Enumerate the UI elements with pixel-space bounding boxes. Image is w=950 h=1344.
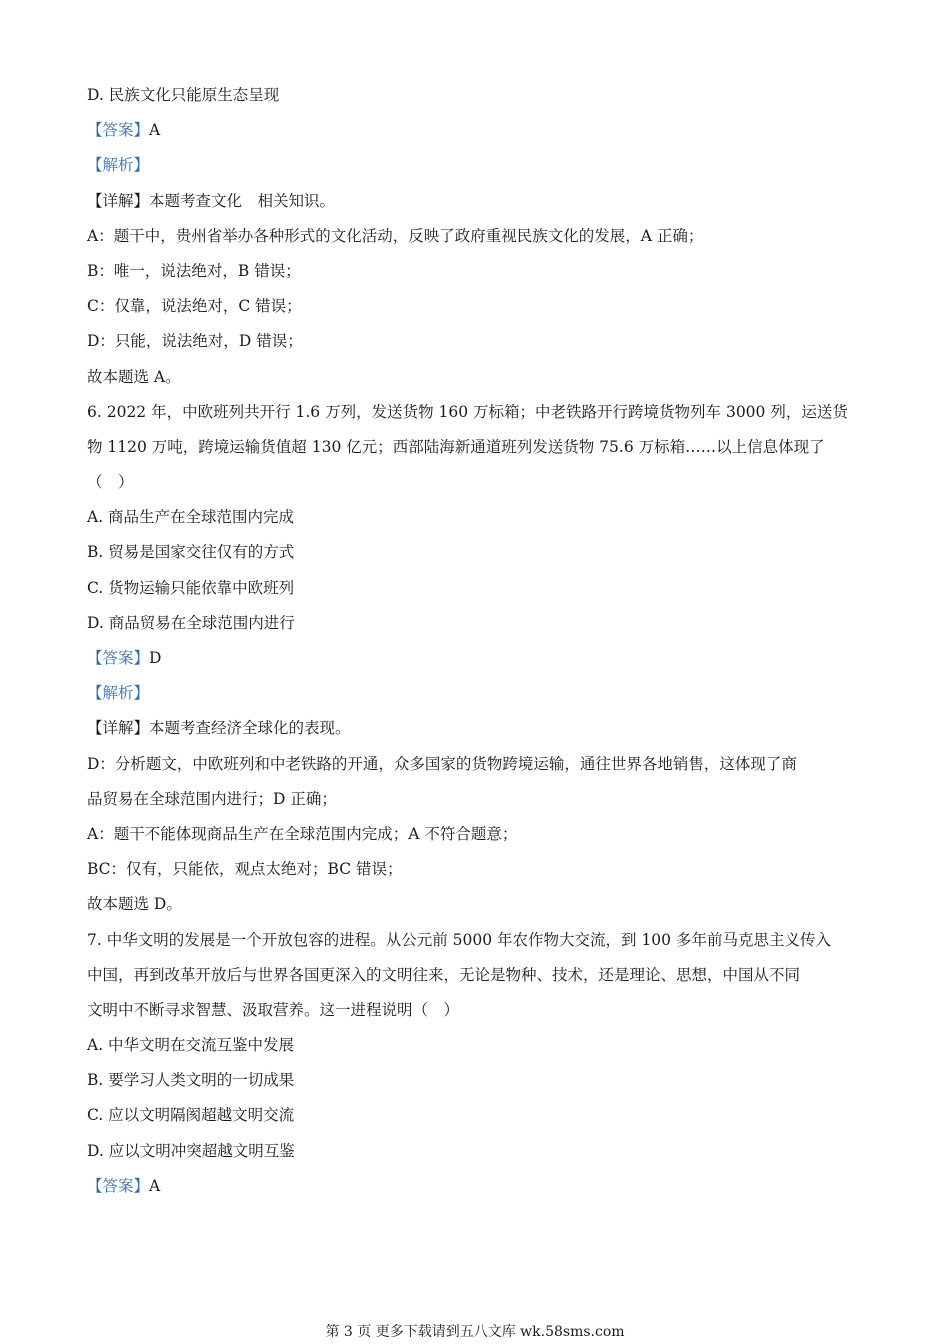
text-line	[87, 817, 867, 852]
text-line	[87, 254, 867, 289]
answer-line	[87, 1169, 867, 1204]
option-line	[87, 1063, 867, 1098]
answer-tag: 【答案】	[87, 649, 150, 667]
line-text: 【详解】本题考查文化 相关知识。	[87, 191, 336, 210]
line-text: D. 应以文明冲突超越文明互鉴	[87, 1141, 295, 1160]
answer-line	[87, 641, 867, 676]
line-text: B. 贸易是国家交往仅有的方式	[87, 543, 295, 562]
question-line	[87, 465, 867, 500]
text-line	[87, 852, 867, 887]
text-line	[87, 711, 867, 746]
text-line	[87, 219, 867, 254]
answer-line	[87, 113, 867, 148]
line-text: C：仅靠，说法绝对，C 错误；	[87, 297, 302, 316]
line-text: C. 应以文明隔阂超越文明交流	[87, 1106, 295, 1125]
line-text: A：题干不能体现商品生产在全球范围内完成；A 不符合题意；	[87, 824, 518, 843]
text-line	[87, 360, 867, 395]
line-text: D：分析题文，中欧班列和中老铁路的开通，众多国家的货物跨境运输，通往世界各地销售，这体现了商	[87, 754, 797, 773]
line-text: BC：仅有，只能依，观点太绝对；BC 错误；	[87, 860, 403, 879]
answer-value: A	[149, 1176, 161, 1195]
text-line	[87, 78, 867, 113]
line-text: A. 商品生产在全球范围内完成	[87, 508, 295, 527]
line-text: 中国，再到改革开放后与世界各国更深入的文明往来，无论是物种、技术，还是理论、思想，中国从不同	[87, 965, 801, 984]
question-line	[87, 923, 867, 958]
option-line	[87, 500, 867, 535]
answer-tag: 【答案】	[87, 1176, 150, 1195]
analysis-tag: 【解析】	[87, 684, 150, 703]
text-line	[87, 324, 867, 359]
page-footer: 第 3 页 更多下载请到五八文库 wk.58sms.com	[325, 1324, 625, 1340]
option-line	[87, 571, 867, 606]
document-body	[87, 78, 867, 1204]
text-line	[87, 184, 867, 219]
text-line	[87, 289, 867, 324]
analysis-tag: 【解析】	[87, 156, 150, 175]
line-text: D. 民族文化只能原生态呈现	[87, 86, 280, 104]
answer-tag: 【答案】	[87, 121, 150, 140]
question-line	[87, 430, 867, 465]
answer-value: D	[149, 649, 162, 667]
line-text: 物 1120 万吨，跨境运输货值超 130 亿元；西部陆海新通道班列发送货物 75.6 万标箱……以上信息体现了	[87, 437, 825, 456]
option-line	[87, 606, 867, 641]
answer-value: A	[149, 121, 161, 140]
line-text: 6. 2022 年，中欧班列共开行 1.6 万列，发送货物 160 万标箱；中老铁路开行跨境货物列车 3000 列，运送货	[87, 402, 848, 421]
line-text: B. 要学习人类文明的一切成果	[87, 1071, 295, 1090]
line-text: A. 中华文明在交流互鉴中发展	[87, 1036, 295, 1055]
line-text: C. 货物运输只能依靠中欧班列	[87, 578, 295, 597]
line-text: 品贸易在全球范围内进行；D 正确；	[87, 789, 337, 808]
line-text: 故本题选 A。	[87, 367, 181, 386]
option-line	[87, 1098, 867, 1133]
text-line	[87, 747, 867, 782]
line-text: A：题干中，贵州省举办各种形式的文化活动，反映了政府重视民族文化的发展，A 正确；	[87, 226, 704, 245]
option-line	[87, 1134, 867, 1169]
analysis-heading	[87, 148, 867, 183]
analysis-heading	[87, 676, 867, 711]
line-text: 7. 中华文明的发展是一个开放包容的进程。从公元前 5000 年农作物大交流，到 100 多年前马克思主义传入	[87, 930, 831, 949]
line-text: B：唯一，说法绝对，B 错误；	[87, 261, 301, 280]
line-text: 文明中不断寻求智慧、汲取营养。这一进程说明（ ）	[87, 1000, 460, 1019]
option-line	[87, 1028, 867, 1063]
question-line	[87, 993, 867, 1028]
line-text: （ ）	[87, 473, 134, 492]
text-line	[87, 782, 867, 817]
text-line	[87, 887, 867, 922]
question-line	[87, 395, 867, 430]
question-line	[87, 958, 867, 993]
line-text: D：只能，说法绝对，D 错误；	[87, 332, 303, 351]
line-text: 故本题选 D。	[87, 895, 182, 914]
option-line	[87, 535, 867, 570]
line-text: D. 商品贸易在全球范围内进行	[87, 613, 295, 632]
line-text: 【详解】本题考查经济全球化的表现。	[87, 719, 351, 738]
